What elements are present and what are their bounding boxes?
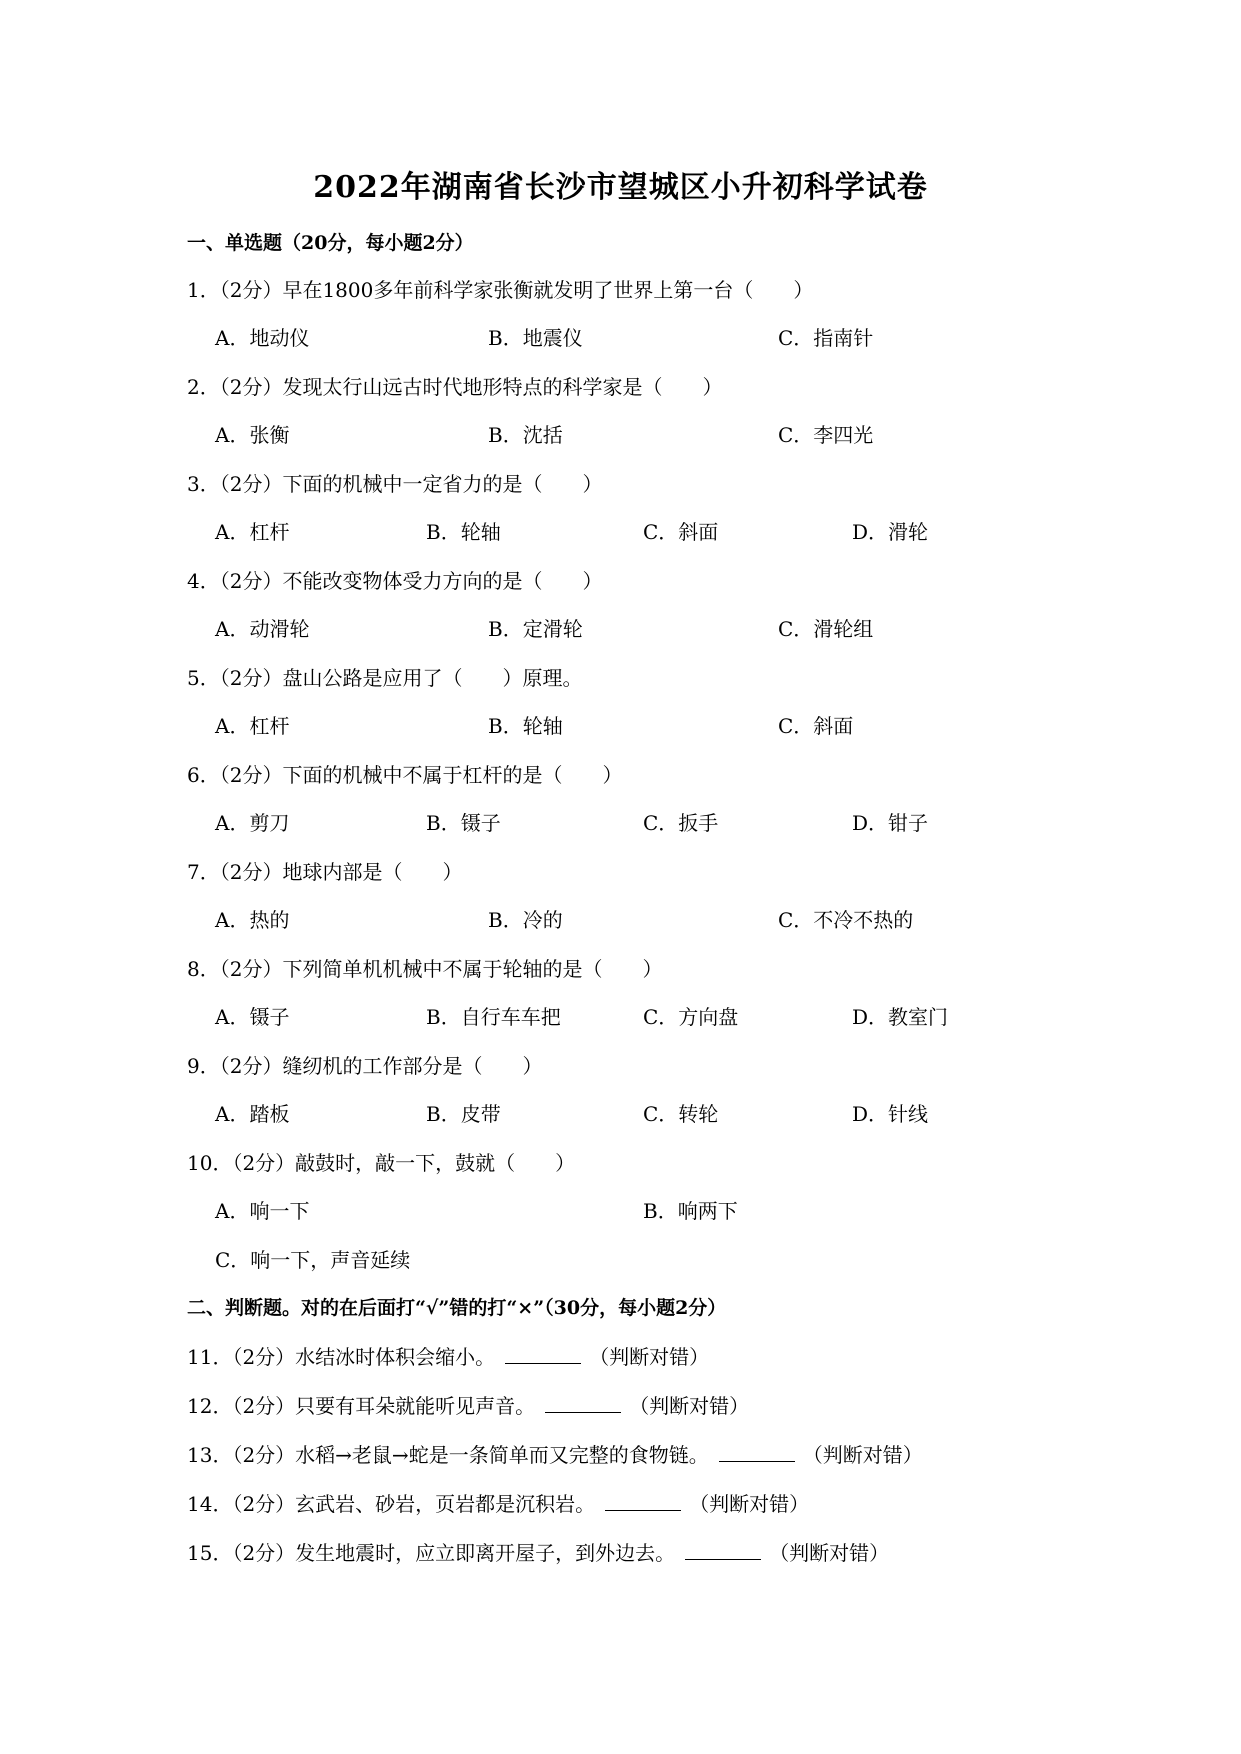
option-10c: C．响一下，声音延续 bbox=[215, 1248, 411, 1272]
option-4a: A．动滑轮 bbox=[215, 617, 310, 641]
option-6c: C．扳手 bbox=[643, 811, 719, 835]
question-8: 8．（2分）下列简单机机械中不属于轮轴的是（ ） bbox=[187, 957, 663, 981]
answer-blank-13[interactable] bbox=[719, 1460, 795, 1462]
judgment-11-suffix: （判断对错） bbox=[589, 1345, 710, 1369]
option-6a: A．剪刀 bbox=[215, 811, 290, 835]
judgment-13-text: 13．（2分）水稻→老鼠→蛇是一条简单而又完整的食物链。 bbox=[187, 1443, 709, 1467]
judgment-15 bbox=[187, 1537, 889, 1566]
option-5c: C．斜面 bbox=[778, 714, 854, 738]
judgment-14-text: 14．（2分）玄武岩、砂岩，页岩都是沉积岩。 bbox=[187, 1492, 596, 1516]
answer-blank-15[interactable] bbox=[685, 1558, 761, 1560]
option-7b: B．冷的 bbox=[488, 908, 563, 932]
option-7c: C．不冷不热的 bbox=[778, 908, 914, 932]
option-2c: C．李四光 bbox=[778, 423, 874, 447]
option-9b: B．皮带 bbox=[426, 1102, 501, 1126]
option-8c: C．方向盘 bbox=[643, 1005, 739, 1029]
judgment-11-text: 11．（2分）水结冰时体积会缩小。 bbox=[187, 1345, 496, 1369]
answer-blank-12[interactable] bbox=[545, 1411, 621, 1413]
judgment-14-suffix: （判断对错） bbox=[689, 1492, 810, 1516]
question-3: 3．（2分）下面的机械中一定省力的是（ ） bbox=[187, 472, 603, 496]
question-2: 2．（2分）发现太行山远古时代地形特点的科学家是（ ） bbox=[187, 375, 723, 399]
judgment-14 bbox=[187, 1488, 809, 1517]
option-7a: A．热的 bbox=[215, 908, 290, 932]
option-8d: D．教室门 bbox=[852, 1005, 949, 1029]
option-9a: A．踏板 bbox=[215, 1102, 290, 1126]
option-3b: B．轮轴 bbox=[426, 520, 501, 544]
option-6d: D．钳子 bbox=[852, 811, 929, 835]
option-4b: B．定滑轮 bbox=[488, 617, 583, 641]
option-1a: A．地动仪 bbox=[215, 326, 310, 350]
option-6b: B．镊子 bbox=[426, 811, 501, 835]
judgment-13 bbox=[187, 1439, 923, 1468]
option-9c: C．转轮 bbox=[643, 1102, 719, 1126]
answer-blank-14[interactable] bbox=[605, 1509, 681, 1511]
option-9d: D．针线 bbox=[852, 1102, 929, 1126]
judgment-13-suffix: （判断对错） bbox=[802, 1443, 923, 1467]
section-heading-single-choice: 一、单选题（20分，每小题2分） bbox=[187, 232, 474, 254]
judgment-12 bbox=[187, 1390, 749, 1419]
option-3c: C．斜面 bbox=[643, 520, 719, 544]
option-10a: A．响一下 bbox=[215, 1199, 310, 1223]
option-4c: C．滑轮组 bbox=[778, 617, 874, 641]
question-7: 7．（2分）地球内部是（ ） bbox=[187, 860, 463, 884]
judgment-15-text: 15．（2分）发生地震时，应立即离开屋子，到外边去。 bbox=[187, 1541, 676, 1565]
option-5a: A．杠杆 bbox=[215, 714, 290, 738]
question-6: 6．（2分）下面的机械中不属于杠杆的是（ ） bbox=[187, 763, 623, 787]
judgment-12-text: 12．（2分）只要有耳朵就能听见声音。 bbox=[187, 1394, 536, 1418]
answer-blank-11[interactable] bbox=[505, 1362, 581, 1364]
question-10: 10．（2分）敲鼓时，敲一下，鼓就（ ） bbox=[187, 1151, 576, 1175]
judgment-11 bbox=[187, 1341, 709, 1370]
option-2b: B．沈括 bbox=[488, 423, 563, 447]
option-1b: B．地震仪 bbox=[488, 326, 583, 350]
option-3a: A．杠杆 bbox=[215, 520, 290, 544]
option-5b: B．轮轴 bbox=[488, 714, 563, 738]
option-2a: A．张衡 bbox=[215, 423, 290, 447]
section-heading-true-false: 二、判断题。对的在后面打“√”错的打“×”（30分，每小题2分） bbox=[187, 1297, 727, 1319]
option-3d: D．滑轮 bbox=[852, 520, 929, 544]
question-1: 1．（2分）早在1800多年前科学家张衡就发明了世界上第一台（ ） bbox=[187, 278, 814, 302]
question-5: 5．（2分）盘山公路是应用了（ ）原理。 bbox=[187, 666, 583, 690]
option-10b: B．响两下 bbox=[643, 1199, 738, 1223]
option-1c: C．指南针 bbox=[778, 326, 874, 350]
option-8b: B．自行车车把 bbox=[426, 1005, 561, 1029]
option-8a: A．镊子 bbox=[215, 1005, 290, 1029]
page-title: 2022年湖南省长沙市望城区小升初科学试卷 bbox=[313, 170, 928, 205]
question-9: 9．（2分）缝纫机的工作部分是（ ） bbox=[187, 1054, 543, 1078]
judgment-15-suffix: （判断对错） bbox=[769, 1541, 890, 1565]
judgment-12-suffix: （判断对错） bbox=[629, 1394, 750, 1418]
question-4: 4．（2分）不能改变物体受力方向的是（ ） bbox=[187, 569, 603, 593]
